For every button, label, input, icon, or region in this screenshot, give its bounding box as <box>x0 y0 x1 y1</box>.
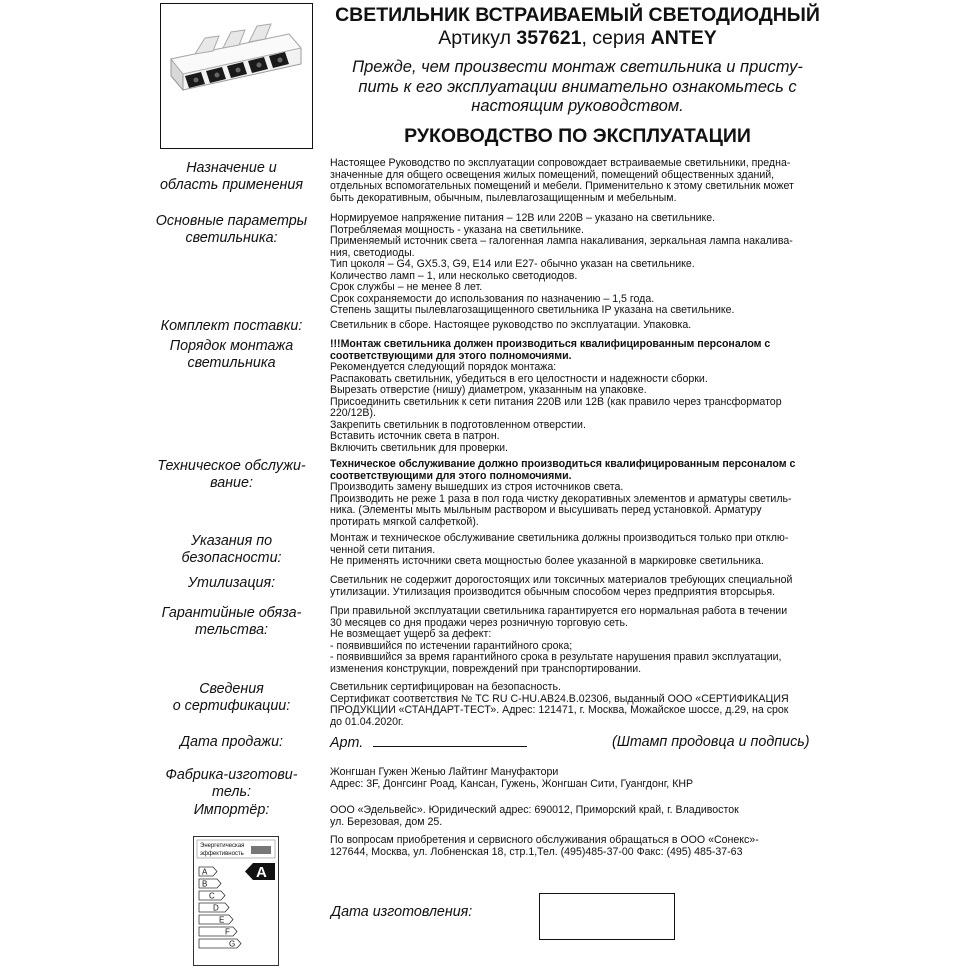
svg-text:G: G <box>229 939 236 949</box>
svg-text:B: B <box>202 879 208 889</box>
section-label-safety: Указания по безопасности: <box>181 533 282 566</box>
factory-body: Жонгшан Гужен Женью Лайтинг Мануфактори Адрес: 3F, Донгсинг Роад, Кансан, Гужень, Жонгшан Сити, Гуангдонг, КНР <box>330 766 694 790</box>
section-body-purpose: Настоящее Руководство по эксплуатации сопровождает встраиваемые светильники, предна- значенные для общего освещения жилых помещений, помещений общественных зданий, отдельных вспомогательных помещений и мебели. Применительно к этому светильник может быть декоративным, обычным, пылевлагозащищенным и мебельным. <box>330 157 794 204</box>
section-body-kit: Светильник в сборе. Настоящее руководство по эксплуатации. Упаковка. <box>330 319 692 331</box>
section-label-maintenance: Техническое обслужи- вание: <box>157 458 306 491</box>
series-prefix: , серия <box>581 27 651 49</box>
series-name: ANTEY <box>650 27 717 49</box>
svg-text:F: F <box>225 927 230 937</box>
energy-label <box>193 836 279 966</box>
intro-note <box>330 58 825 117</box>
section-body-parameters: Нормируемое напряжение питания – 12В или 220В – указано на светильнике. Потребляемая мощность - указана на светильнике. Применяемый источник света – галогенная лампа накаливания, зеркальная лампа накалива- ния, светодиоды. Тип цоколя – G4, GX5.3, G9, E14 или E27- обычно указан на светильнике. Количество ламп – 1, или несколько светодиодов. Срок службы – не менее 8 лет. Срок сохраняемости до использования по назначению – 1,5 года. Степень защиты пылевлагозащищенного светильника IP указана на светильнике. <box>330 212 793 316</box>
energy-class-c <box>199 891 225 901</box>
svg-text:C: C <box>209 891 215 901</box>
article-prefix: Артикул <box>438 27 517 49</box>
section-label-certification: Сведения о сертификации: <box>172 681 291 714</box>
section-body-warranty: При правильной эксплуатации светильника гарантируется его нормальная работа в течении 30 месяцев со дня продажи через розничную торговую сеть. Не возмещает ущерб за дефект: - появившийся по истечении гарантийного срока; - появившийся за время гарантийного срока в результате нарушения правил эксплуатации, изменения конструкции, повреждений при транспортировании. <box>330 605 788 675</box>
energy-label-graphic <box>193 836 279 966</box>
section-label-disposal: Утилизация: <box>187 575 276 591</box>
energy-class-a <box>199 867 217 877</box>
energy-title-line: эффективность <box>200 851 244 857</box>
sale-date-label: Дата продажи: <box>179 734 284 750</box>
section-label-installation: Порядок монтажа светильника <box>169 338 294 371</box>
section-label-kit: Комплект поставки: <box>160 318 303 334</box>
seller-stamp-label: (Штамп продовца и подпись) <box>612 734 810 750</box>
section-label-warranty: Гарантийные обяза- тельства: <box>161 605 302 638</box>
section-label-purpose: Назначение и область применения <box>159 160 304 193</box>
energy-title-line: Энергетическая <box>200 843 245 849</box>
production-date-box[interactable] <box>539 893 675 940</box>
section-body-installation: !!!Монтаж светильника должен производиться квалифицированным персоналом с соответствующими для этого полномочиями. Рекомендуется следующий порядок монтажа: Распаковать светильник, убедиться в его целостности и надежности сборки. Вырезать отверстие (нишу) диаметром, указанным на упаковке. Присоединить светильник к сети питания 220В или 12В (как правило через трансформатор 220/12В). Закрепить светильник в подготовленном отверстии. Вставить источник света в патрон. Включить светильник для проверки. <box>330 338 782 454</box>
article-line <box>330 27 825 50</box>
energy-class-b <box>199 879 221 889</box>
svg-text:A: A <box>256 864 267 881</box>
intro-line: пить к его эксплуатации внимательно ознакомьтесь с <box>358 77 797 96</box>
energy-class-f <box>199 927 237 937</box>
importer-label: Импортёр: <box>193 802 270 818</box>
article-field-label: Арт. <box>330 735 364 751</box>
svg-text:A: A <box>202 867 208 877</box>
energy-class-d <box>199 903 229 913</box>
section-body-maintenance: Техническое обслуживание должно производиться квалифицированным персоналом с соответствующими для этого полномочиями. Производить замену вышедших из строя источников света. Производить не реже 1 раза в пол года чистку декоративных элементов и арматуры светиль- ника. (Элементы мыть мыльным раствором и высушивать перед установкой. Арматуру протирать мягкой салфеткой). <box>330 458 796 528</box>
section-label-parameters: Основные параметры светильника: <box>155 213 308 246</box>
section-body-disposal: Светильник не содержит дорогостоящих или токсичных материалов требующих специальной утилизации. Утилизация производится обычным способом через предприятия вторсырья. <box>330 574 793 598</box>
manual-title: РУКОВОДСТВО ПО ЭКСПЛУАТАЦИИ <box>404 125 751 147</box>
svg-text:D: D <box>213 903 219 913</box>
article-field-line[interactable] <box>373 746 527 747</box>
section-body-certification: Светильник сертифицирован на безопасность. Сертификат соответствия № ТС RU C-HU.АВ24.В.02306, выданный ООО «СЕРТИФИКАЦИЯ ПРОДУКЦИИ «СТАНДАРТ-ТЕСТ». Адрес: 121471, г. Москва, Можайское шоссе, д.29, на срок до 01.04.2020г. <box>330 681 789 728</box>
product-photo <box>161 4 311 147</box>
energy-class-g <box>199 939 241 949</box>
factory-label: Фабрика-изготови- тель: <box>165 767 298 800</box>
service-body: По вопросам приобретения и сервисного обслуживания обращаться в ООО «Сонекс»- 127644, Москва, ул. Лобненская 18, стр.1,Тел. (495)485-37-00 Факс: (495) 485-37-63 <box>330 834 759 858</box>
importer-body: ООО «Эдельвейс». Юридический адрес: 690012, Приморский край, г. Владивосток ул. Березовая, дом 25. <box>330 804 739 828</box>
product-title: СВЕТИЛЬНИК ВСТРАИВАЕМЫЙ СВЕТОДИОДНЫЙ <box>335 4 820 26</box>
intro-line: настоящим руководством. <box>471 97 684 115</box>
svg-text:E: E <box>219 915 225 925</box>
intro-line: Прежде, чем произвести монтаж светильника и присту- <box>352 58 803 76</box>
energy-class-e <box>199 915 233 925</box>
section-body-safety: Монтаж и техническое обслуживание светильника должны производиться только при отклю- ченной сети питания. Не применять источники света мощностью более указанной в маркировке светильника. <box>330 532 789 567</box>
production-date-label: Дата изготовления: <box>331 904 473 920</box>
product-photo-frame <box>160 3 313 149</box>
article-number: 357621 <box>516 27 582 49</box>
